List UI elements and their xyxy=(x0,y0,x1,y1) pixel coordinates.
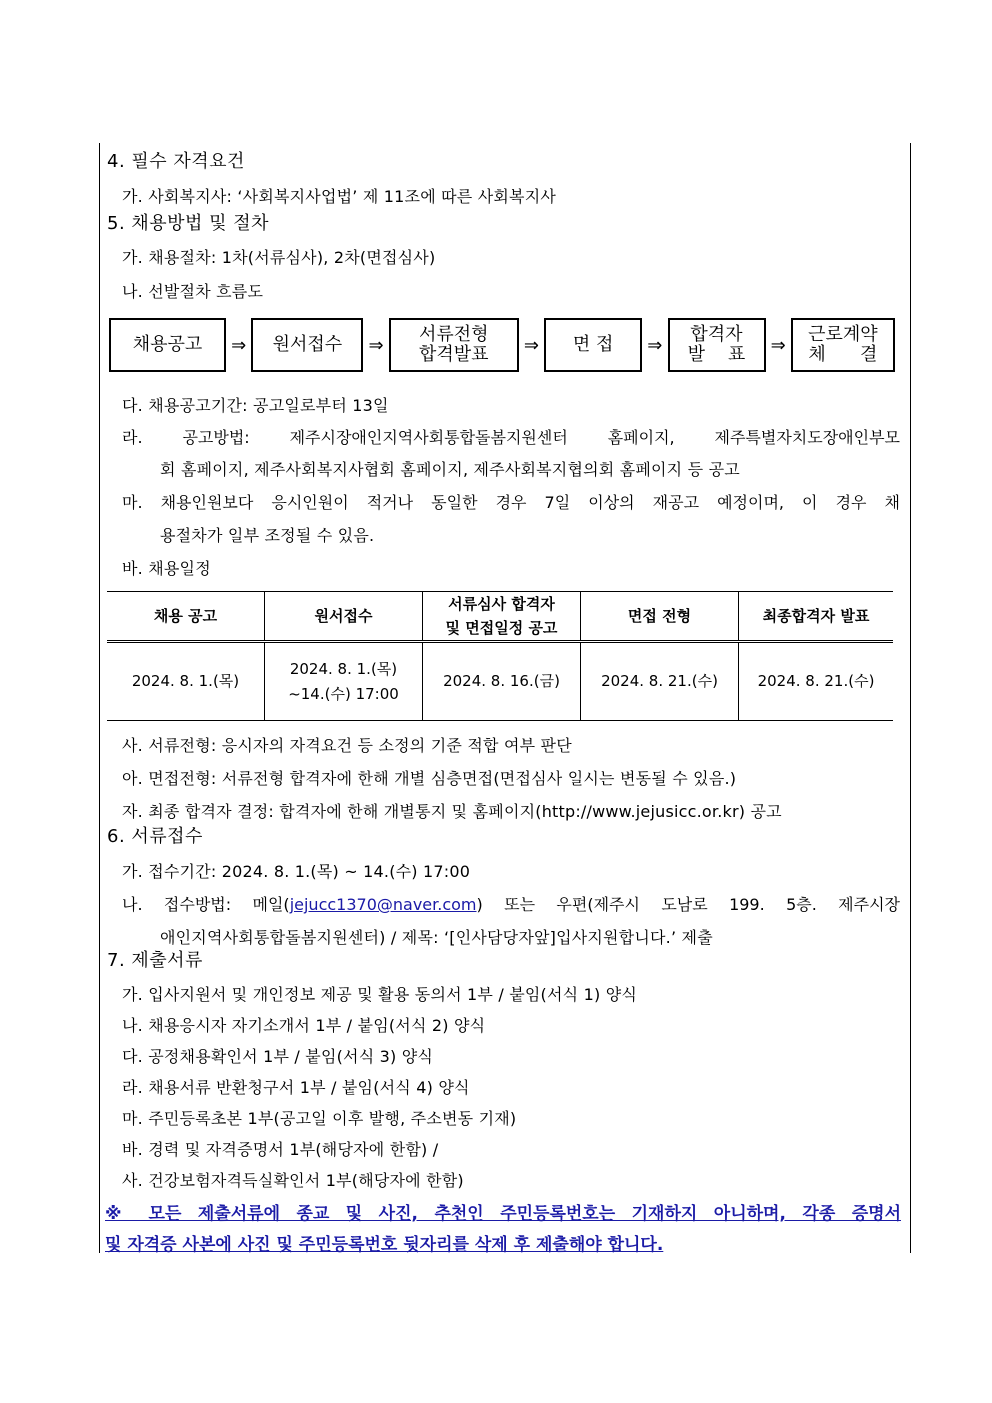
notice-line2: 및 자격증 사본에 사진 및 주민등록번호 뒷자리를 삭제 후 제출해야 합니다. xyxy=(105,1235,664,1255)
flow-arrow-icon: ⇒ xyxy=(231,334,247,356)
s6-item-na-line2: 애인지역사회통합돌봄지원센터) / 제목: ‘[인사담당자앞]입사지원합니다.’ 제출 xyxy=(160,928,713,947)
list-item: 바. 경력 및 자격증명서 1부(해당자에 한함) / xyxy=(122,1140,439,1159)
s5-item-na: 나. 선발절차 흐름도 xyxy=(122,282,264,301)
section-6-title: 6. 서류접수 xyxy=(107,826,203,847)
list-item: 가. 입사지원서 및 개인정보 제공 및 활용 동의서 1부 / 붙임(서식 1) 양식 xyxy=(122,985,638,1004)
s5-item-ra-line2: 회 홈페이지, 제주사회복지사협회 홈페이지, 제주사회복지협의회 홈페이지 등 공고 xyxy=(160,460,740,479)
s5-item-ra-line1: 라. 공고방법: 제주시장애인지역사회통합돌봄지원센터 홈페이지, 제주특별자치도장애인부모 xyxy=(122,428,900,447)
table-cell: 2024. 8. 1.(목) ~14.(수) 17:00 xyxy=(265,642,423,721)
table-row xyxy=(107,642,893,721)
table-header-cell: 채용 공고 xyxy=(107,592,265,642)
flow-arrow-icon: ⇒ xyxy=(770,334,786,356)
table-cell: 2024. 8. 21.(수) xyxy=(581,642,739,721)
flow-step-5: 합격자 발 표 xyxy=(668,318,766,372)
notice-line1: ※ 모든 제출서류에 종교 및 사진, 추천인 주민등록번호는 기재하지 아니하며, 각종 증명서 xyxy=(105,1204,901,1224)
flow-step-6: 근로계약 체 결 xyxy=(791,318,895,372)
s5-item-ma-line1: 마. 채용인원보다 응시인원이 적거나 동일한 경우 7일 이상의 재공고 예정이며, 이 경우 채 xyxy=(122,493,900,512)
table-header-cell: 최종합격자 발표 xyxy=(762,607,870,625)
flow-arrow-icon: ⇒ xyxy=(647,334,663,356)
table-header-cell: 원서접수 xyxy=(265,592,423,642)
flow-arrow-icon: ⇒ xyxy=(368,334,384,356)
s4-item-ga: 가. 사회복지사: ‘사회복지사업법’ 제 11조에 따른 사회복지사 xyxy=(122,187,557,206)
table-header-cell: 서류심사 합격자 및 면접일정 공고 xyxy=(423,592,581,642)
flow-step-1: 채용공고 xyxy=(109,318,226,372)
list-item: 라. 채용서류 반환청구서 1부 / 붙임(서식 4) 양식 xyxy=(122,1078,470,1097)
email-link[interactable]: jejucc1370@naver.com xyxy=(289,895,477,914)
list-item: 나. 채용응시자 자기소개서 1부 / 붙임(서식 2) 양식 xyxy=(122,1016,486,1035)
flow-step-4: 면 접 xyxy=(544,318,642,372)
table-cell: 2024. 8. 16.(금) xyxy=(423,642,581,721)
s5-item-ma-line2: 용절차가 일부 조정될 수 있음. xyxy=(160,526,375,545)
section-4-title: 4. 필수 자격요건 xyxy=(107,151,245,172)
table-header-row xyxy=(107,592,893,642)
s5-item-sa: 사. 서류전형: 응시자의 자격요건 등 소정의 기준 적합 여부 판단 xyxy=(122,736,572,755)
flow-step-2: 원서접수 xyxy=(251,318,363,372)
flow-arrow-icon: ⇒ xyxy=(523,334,539,356)
table-cell: 2024. 8. 21.(수) xyxy=(757,672,875,690)
flow-step-3: 서류전형 합격발표 xyxy=(389,318,519,372)
s6-item-ga: 가. 접수기간: 2024. 8. 1.(목) ~ 14.(수) 17:00 xyxy=(122,862,471,881)
selection-flowchart xyxy=(109,316,895,374)
list-item: 다. 공정채용확인서 1부 / 붙임(서식 3) 양식 xyxy=(122,1047,434,1066)
list-item: 사. 건강보험자격득실확인서 1부(해당자에 한함) xyxy=(122,1171,464,1190)
section-5-title: 5. 채용방법 및 절차 xyxy=(107,213,270,234)
s6-item-na-line1: 나. 접수방법: 메일(jejucc1370@naver.com) 또는 우편(제주시 도남로 199. 5층. 제주시장 xyxy=(122,895,901,914)
s5-item-ja: 자. 최종 합격자 결정: 합격자에 한해 개별통지 및 홈페이지(http://www.jejusicc.or.kr) 공고 xyxy=(122,802,782,821)
section-7-title: 7. 제출서류 xyxy=(107,950,203,971)
s5-item-da: 다. 채용공고기간: 공고일로부터 13일 xyxy=(122,396,389,415)
s5-item-ba: 바. 채용일정 xyxy=(122,559,211,578)
s5-item-a: 아. 면접전형: 서류전형 합격자에 한해 개별 심층면접(면접심사 일시는 변동될 수 있음.) xyxy=(122,769,737,788)
table-cell: 2024. 8. 1.(목) xyxy=(107,642,265,721)
s5-item-ga: 가. 채용절차: 1차(서류심사), 2차(면접심사) xyxy=(122,248,436,267)
schedule-table xyxy=(107,591,893,721)
list-item: 마. 주민등록초본 1부(공고일 이후 발행, 주소변동 기재) xyxy=(122,1109,517,1128)
table-header-cell: 면접 전형 xyxy=(581,592,739,642)
